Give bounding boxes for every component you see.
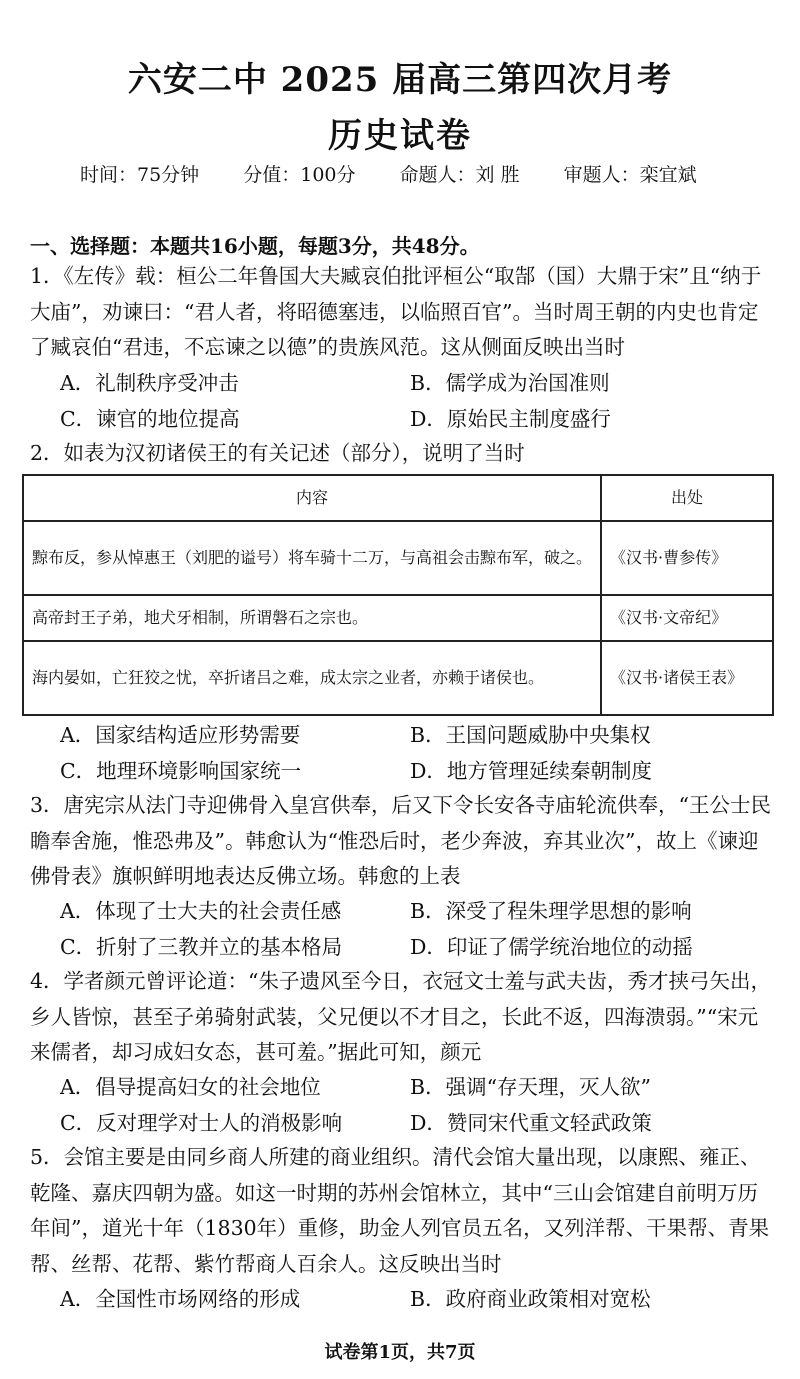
- exam-title: 六安二中 2025 届高三第四次月考: [127, 60, 673, 100]
- table-header-source: 出处: [601, 475, 773, 521]
- table-header-row: [23, 475, 773, 521]
- question-2-option-a: A．国家结构适应形势需要: [60, 723, 301, 747]
- table-cell-content: 海内晏如，亡狂狡之忧，卒折诸吕之难，成太宗之业者，亦赖于诸侯也。: [23, 641, 601, 715]
- table-row: [23, 521, 773, 595]
- exam-score: 分值：100分: [243, 164, 356, 186]
- question-1-option-a: A．礼制秩序受冲击: [60, 371, 239, 395]
- question-3-stem: 3．唐宪宗从法门寺迎佛骨入皇宫供奉，后又下令长安各寺庙轮流供奉，“王公士民瞻奉舍施，惟恐弗及”。韩愈认为“惟恐后时，老少奔波，弃其业次”，故上《谏迎佛骨表》旗帜鲜明地表达反佛立场。韩愈的上表: [30, 793, 772, 888]
- question-2-option-c: C．地理环境影响国家统一: [60, 759, 302, 783]
- question-3-option-d: D．印证了儒学统治地位的动摇: [410, 935, 693, 959]
- table-cell-content: 黥布反，参从悼惠王（刘肥的谥号）将车骑十二万，与高祖会击黥布军，破之。: [23, 521, 601, 595]
- question-2-stem: 2．如表为汉初诸侯王的有关记述（部分），说明了当时: [30, 441, 525, 465]
- question-4-option-a: A．倡导提高妇女的社会地位: [60, 1075, 321, 1099]
- question-3-option-a: A．体现了士大夫的社会责任感: [60, 899, 342, 923]
- table-header-content: 内容: [23, 475, 601, 521]
- exam-meta: [80, 160, 697, 187]
- table-row: [23, 595, 773, 641]
- table-cell-content: 高帝封王子弟，地犬牙相制，所谓磐石之宗也。: [23, 595, 601, 641]
- section-heading: 一、选择题：本题共16小题，每题3分，共48分。: [30, 234, 480, 258]
- question-1-option-c: C．谏官的地位提高: [60, 407, 240, 431]
- question-1-option-b: B．儒学成为治国准则: [410, 371, 610, 395]
- question-4-option-d: D．赞同宋代重文轻武政策: [410, 1111, 652, 1135]
- question-4-option-c: C．反对理学对士人的消极影响: [60, 1111, 343, 1135]
- exam-time: 时间：75分钟: [80, 164, 200, 186]
- question-1-stem: 1．《左传》载：桓公二年鲁国大夫臧哀伯批评桓公“取郜（国）大鼎于宋”且“纳于大庙”，劝谏曰：“君人者，将昭德塞违，以临照百官”。当时周王朝的内史也肯定了臧哀伯“君违，不忘谏之以德”的贵族风范。这从侧面反映出当时: [30, 264, 762, 359]
- question-3-option-c: C．折射了三教并立的基本格局: [60, 935, 343, 959]
- question-5-option-b: B．政府商业政策相对宽松: [410, 1287, 651, 1311]
- question-5-option-a: A．全国性市场网络的形成: [60, 1287, 301, 1311]
- exam-reviewer: 审题人：栾宜斌: [563, 164, 697, 186]
- question-5-stem: 5．会馆主要是由同乡商人所建的商业组织。清代会馆大量出现，以康熙、雍正、乾隆、嘉庆四朝为盛。如这一时期的苏州会馆林立，其中“三山会馆建自前明万历年间”，道光十年（1830年）重修，助金人列官员五名，又列洋帮、干果帮、青果帮、丝帮、花帮、紫竹帮商人百余人。这反映出当时: [30, 1145, 770, 1276]
- question-4-stem: 4．学者颜元曾评论道：“朱子遗风至今日，衣冠文士羞与武夫齿，秀才挟弓矢出，乡人皆惊，甚至子弟骑射武装，父兄便以不才目之，长此不返，四海溃弱。”“宋元来儒者，却习成妇女态，甚可羞。”据此可知，颜元: [30, 969, 772, 1064]
- question-2-option-b: B．王国问题威胁中央集权: [410, 723, 651, 747]
- question-4-option-b: B．强调“存天理，灭人欲”: [410, 1075, 652, 1099]
- table-cell-source: 《汉书·诸侯王表》: [601, 641, 773, 715]
- question-2-option-d: D．地方管理延续秦朝制度: [410, 759, 652, 783]
- question-1-option-d: D．原始民主制度盛行: [410, 407, 611, 431]
- page-footer: 试卷第1页，共7页: [324, 1342, 476, 1363]
- question-3-option-b: B．深受了程朱理学思想的影响: [410, 899, 692, 923]
- question-2-table: [22, 474, 774, 716]
- exam-subtitle: 历史试卷: [328, 116, 472, 156]
- exam-author: 命题人：刘 胜: [399, 164, 520, 186]
- table-row: [23, 641, 773, 715]
- table-cell-source: 《汉书·文帝纪》: [601, 595, 773, 641]
- table-cell-source: 《汉书·曹参传》: [601, 521, 773, 595]
